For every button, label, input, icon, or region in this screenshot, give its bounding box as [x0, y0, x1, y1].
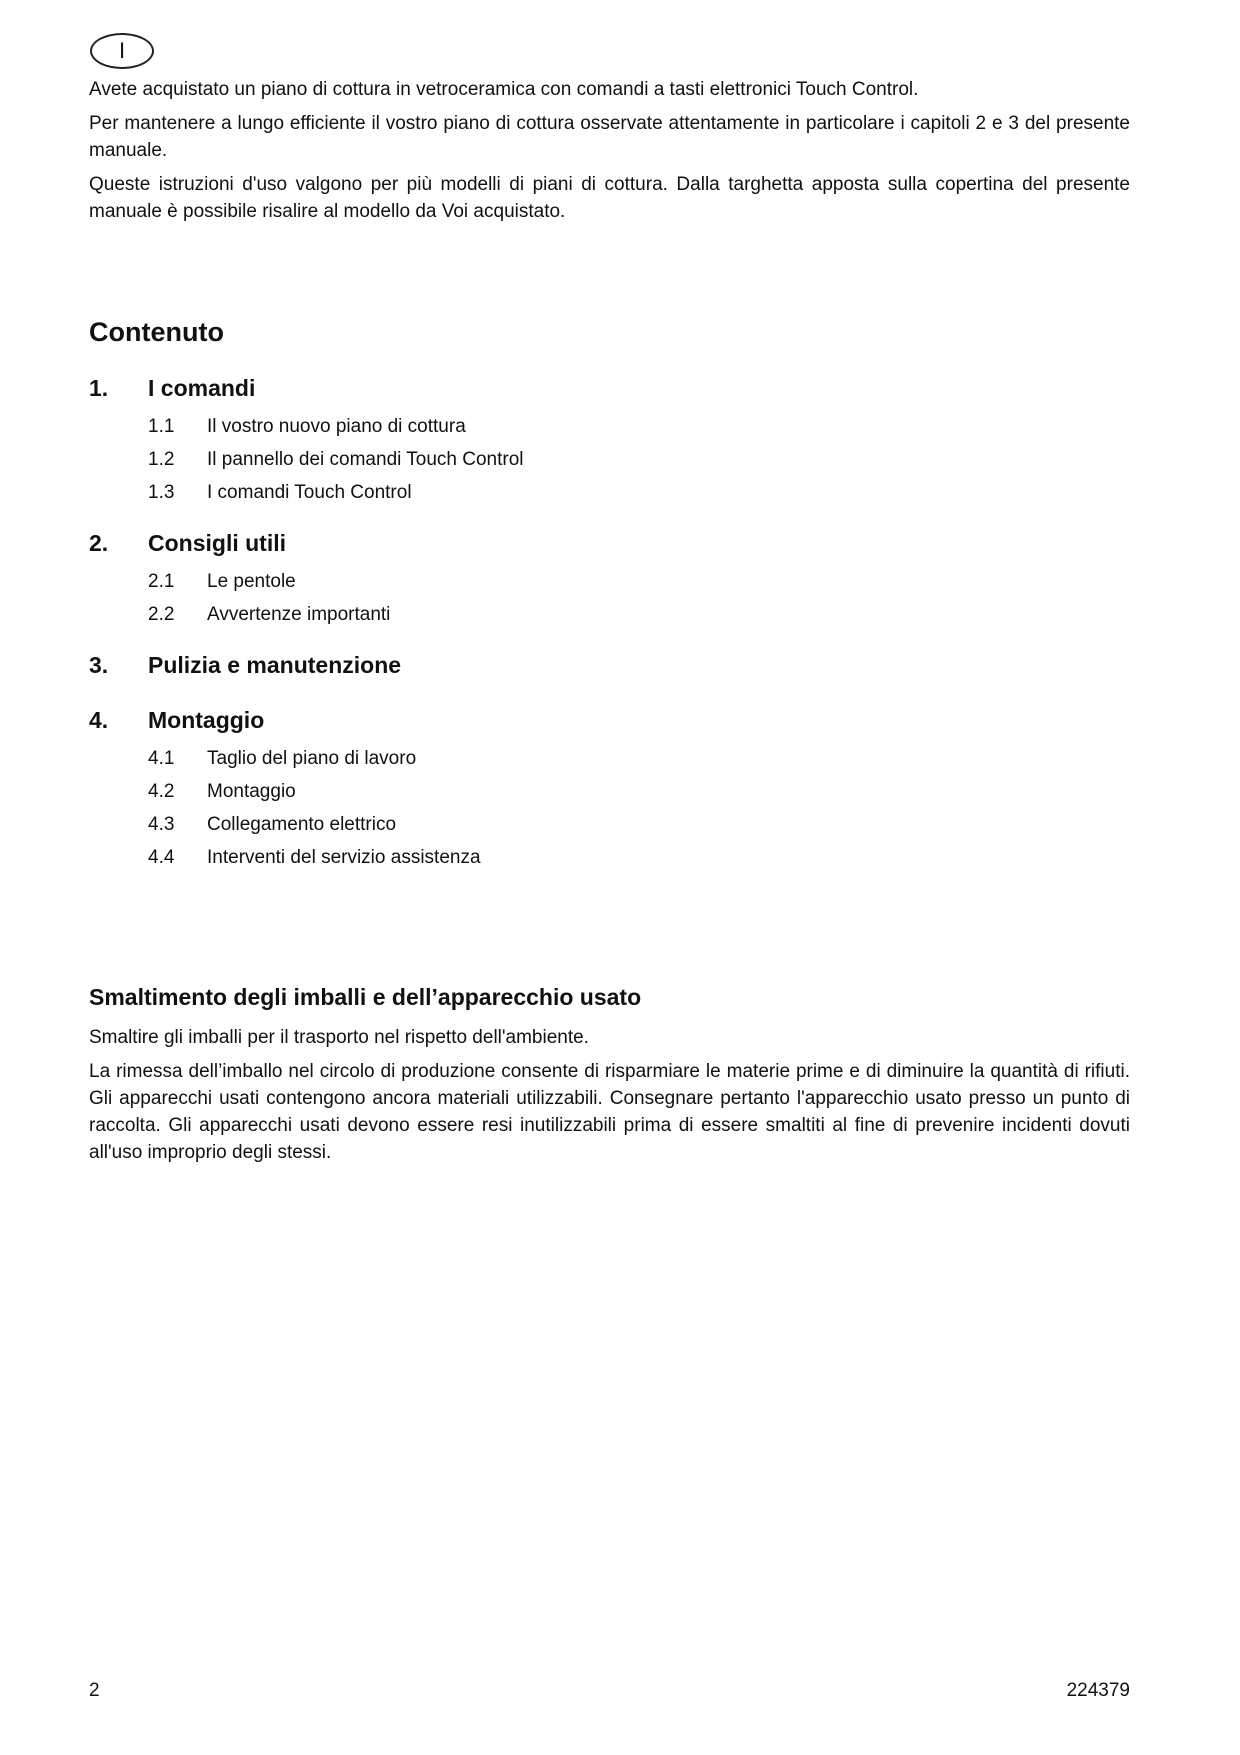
toc-item-number: 2.1	[148, 571, 175, 592]
toc-subsections-2	[148, 565, 1130, 631]
toc-item	[148, 742, 1130, 775]
disposal-paragraph-1: Smaltire gli imballi per il trasporto nel rispetto dell'ambiente.	[89, 1027, 589, 1048]
document-page	[89, 33, 1130, 1173]
toc-item-number: 4.2	[148, 781, 175, 802]
toc-item	[148, 476, 1130, 509]
toc-item-title: Il vostro nuovo piano di cottura	[207, 416, 466, 437]
toc-item-title: Avvertenze importanti	[207, 604, 391, 625]
toc-item	[148, 565, 1130, 598]
toc-item-number: 1.3	[148, 482, 175, 503]
toc-section-number: 3.	[89, 652, 109, 678]
toc-section-number: 4.	[89, 707, 109, 733]
toc-subsections-1	[148, 410, 1130, 509]
toc-section-3	[89, 648, 1130, 682]
toc-item	[148, 841, 1130, 874]
toc-item-title: Le pentole	[207, 571, 296, 592]
toc-item-title: Taglio del piano di lavoro	[207, 748, 417, 769]
toc-section-title: Montaggio	[148, 707, 265, 733]
toc-item	[148, 598, 1130, 631]
toc-item-title: I comandi Touch Control	[207, 482, 412, 503]
toc-section-number: 2.	[89, 530, 109, 556]
toc-section-title: I comandi	[148, 375, 256, 401]
disposal-paragraph-2: La rimessa dell’imballo nel circolo di produzione consente di risparmiare le materie prime e di diminuire la quantità di rifiuti. Gli apparecchi usati contengono ancora materiali utilizzabili. Consegnare pertanto l'apparecchio usato presso un punto di raccolta. Gli apparecchi usati devono essere resi inutilizzabili prima di essere smaltiti al fine di prevenire incidenti dovuti all'uso improprio degli stessi.	[89, 1061, 1130, 1163]
toc-section-2	[89, 526, 1130, 560]
document-code: 224379	[1066, 1680, 1130, 1701]
toc-subsections-4	[148, 742, 1130, 874]
table-of-contents	[89, 371, 1130, 874]
toc-item-number: 4.4	[148, 847, 175, 868]
toc-item	[148, 808, 1130, 841]
toc-item-number: 2.2	[148, 604, 175, 625]
page-footer	[89, 1680, 1130, 1702]
toc-section-title: Pulizia e manutenzione	[148, 652, 402, 678]
toc-section-4	[89, 703, 1130, 737]
intro-paragraph-2: Per mantenere a lungo efficiente il vostro piano di cottura osservate attentamente in particolare i capitoli 2 e 3 del presente manuale.	[89, 113, 1130, 161]
contents-title: Contenuto	[89, 317, 224, 347]
toc-item-number: 4.3	[148, 814, 175, 835]
page-number: 2	[89, 1680, 100, 1701]
toc-item	[148, 410, 1130, 443]
toc-item-title: Collegamento elettrico	[207, 814, 397, 835]
toc-item-title: Il pannello dei comandi Touch Control	[207, 449, 524, 470]
toc-section-1	[89, 371, 1130, 405]
toc-item-number: 4.1	[148, 748, 175, 769]
toc-item-number: 1.1	[148, 416, 175, 437]
toc-section-number: 1.	[89, 375, 109, 401]
intro-section	[89, 76, 1130, 225]
disposal-title: Smaltimento degli imballi e dell’apparecchio usato	[89, 984, 642, 1010]
toc-section-title: Consigli utili	[148, 530, 286, 556]
intro-paragraph-3: Queste istruzioni d'uso valgono per più modelli di piani di cottura. Dalla targhetta apposta sulla copertina del presente manuale è possibile risalire al modello da Voi acquistato.	[89, 174, 1130, 222]
toc-item-number: 1.2	[148, 449, 175, 470]
intro-paragraph-1: Avete acquistato un piano di cottura in vetroceramica con comandi a tasti elettronici Touch Control.	[89, 79, 919, 100]
language-badge: I	[90, 33, 154, 69]
toc-item	[148, 775, 1130, 808]
toc-item	[148, 443, 1130, 476]
toc-item-title: Interventi del servizio assistenza	[207, 847, 481, 868]
toc-item-title: Montaggio	[207, 781, 296, 802]
